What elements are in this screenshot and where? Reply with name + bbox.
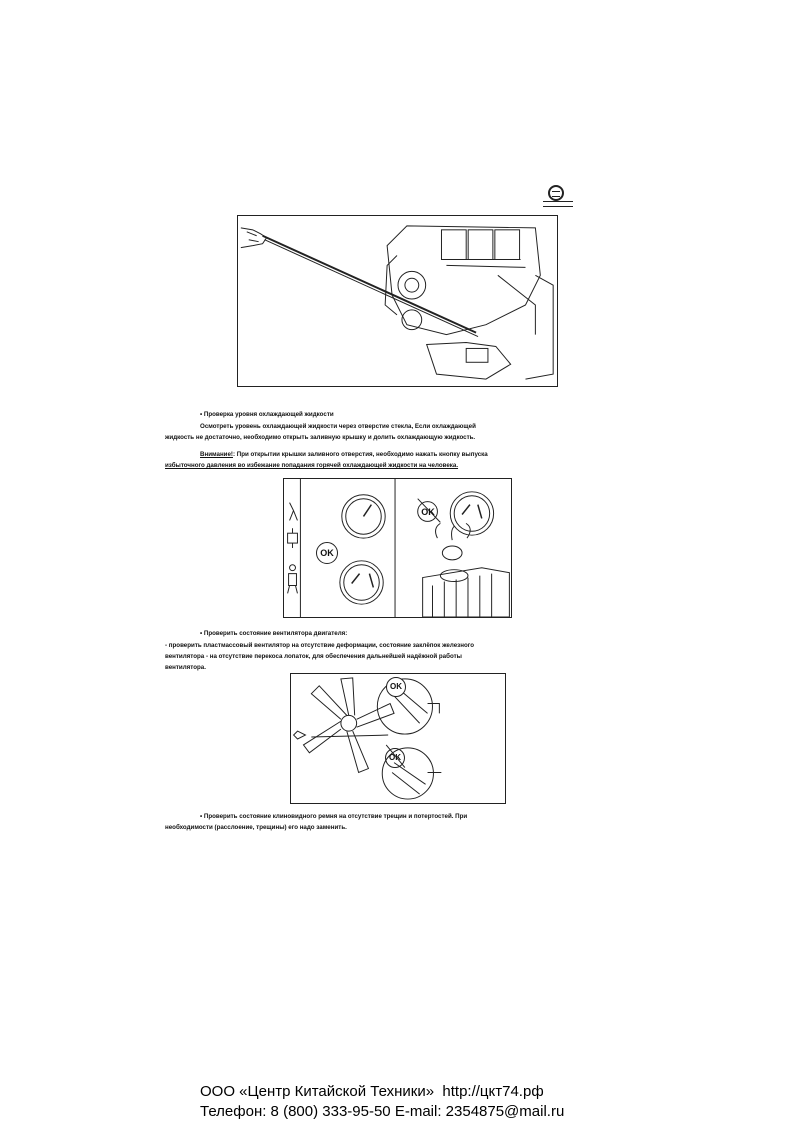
- footer-url[interactable]: http://цкт74.рф: [442, 1083, 544, 1100]
- radiator-cap-figure: [283, 478, 512, 618]
- fan-heading: • Проверить состояние вентилятора двигателя:: [200, 630, 348, 637]
- footer-company: ООО «Центр Китайской Техники»: [200, 1083, 435, 1100]
- coolant-line-1: Осмотреть уровень охлаждающей жидкости через отверстие стекла, Если охлаждающей: [200, 423, 476, 430]
- ok-badge-bottom: OK: [385, 748, 405, 768]
- ok-badge-left: OK: [316, 542, 338, 564]
- ok-badge-right: OK: [421, 507, 435, 517]
- coolant-warning-line-1: [200, 450, 488, 459]
- footer-line-2: [200, 1102, 564, 1122]
- belt-line-1: • Проверить состояние клиновидного ремня на отсутствие трещин и потертостей. При: [200, 813, 468, 820]
- warning-text: : При открытии крышки заливного отверстия, необходимо нажать кнопку выпуска: [233, 451, 488, 458]
- fan-line-1: - проверить пластмассовый вентилятор на отсутствие деформации, состояние заклёпок железного: [165, 642, 475, 649]
- fan-line-3: вентилятора.: [165, 664, 206, 671]
- engine-coolant-figure: [237, 215, 558, 387]
- coolant-heading: • Проверка уровня охлаждающей жидкости: [200, 411, 334, 418]
- footer-email[interactable]: E-mail: 2354875@mail.ru: [394, 1103, 565, 1120]
- fan-line-2: вентилятора - на отсутствие перекоса лопаток, для обеспечения дальнейшей надёжной работы: [165, 653, 462, 660]
- ok-badge-top: OK: [386, 677, 406, 697]
- footer-phone: Телефон: 8 (800) 333-95-50: [200, 1103, 391, 1120]
- fan-figure: [290, 673, 506, 804]
- footer-line-1: [200, 1082, 544, 1102]
- weichai-logo: [545, 185, 569, 207]
- coolant-warning-line-2: избыточного давления во избежание попадания горячей охлаждающей жидкости на человека.: [165, 462, 459, 469]
- warning-label: Внимание!: [200, 451, 233, 458]
- coolant-line-2: жидкость не достаточно, необходимо открыть заливную крышку и долить охлаждающую жидкость.: [165, 434, 476, 441]
- belt-line-2: необходимости (расслоение, трещины) его надо заменить.: [165, 824, 347, 831]
